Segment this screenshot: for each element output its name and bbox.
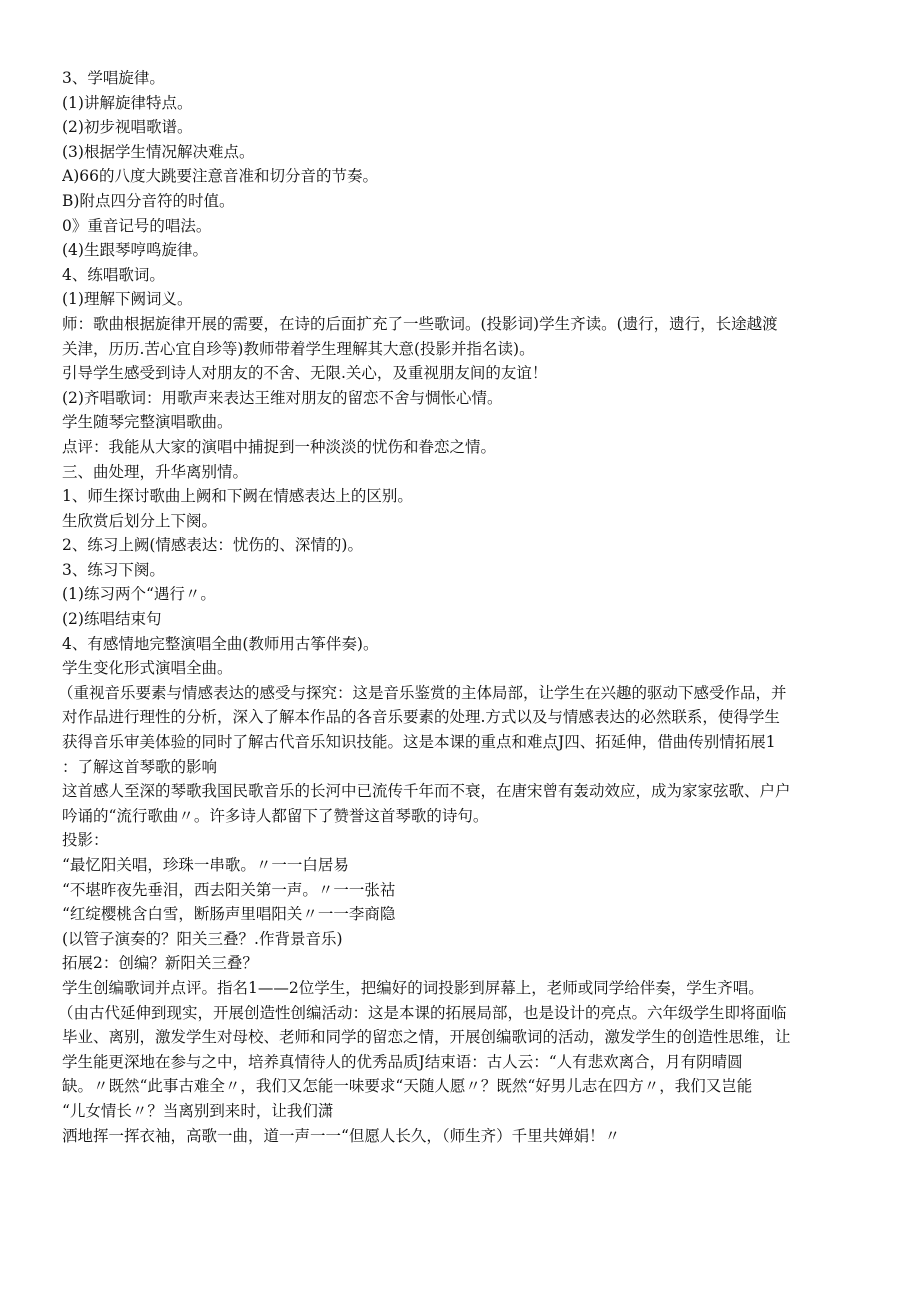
text-line: 毕业、离别，激发学生对母校、老师和同学的留恋之情，开展创编歌词的活动，激发学生的创造性思维，让 — [62, 1028, 791, 1047]
text-line: (以管子演奏的？阳关三叠？.作背景音乐) — [62, 929, 343, 948]
text-line: 吟诵的“流行歌曲〃。许多诗人都留下了赞誉这首琴歌的诗句。 — [62, 806, 489, 825]
text-line: 生欣赏后划分上下阕。 — [62, 511, 218, 530]
text-line: B)附点四分音符的时值。 — [62, 191, 235, 210]
text-line: (2)齐唱歌词：用歌声来表达王维对朋友的留恋不舍与惆怅心情。 — [62, 388, 503, 407]
text-line: “儿女情长〃？当离别到来时，让我们潇 — [62, 1101, 334, 1120]
text-line: （由古代延伸到现实，开展创造性创编活动：这是本课的拓展局部，也是设计的亮点。六年级学生即将面临 — [58, 1003, 787, 1022]
text-line: 投影： — [62, 831, 109, 850]
text-line: 缺。〃既然“此事古难全〃，我们又怎能一味要求“天随人愿〃？既然“好男儿志在四方〃，我们又岂能 — [62, 1077, 753, 1096]
text-line: 三、曲处理，升华离别情。 — [62, 462, 249, 481]
text-line: 4、有感情地完整演唱全曲(教师用古筝伴奏)。 — [62, 634, 379, 653]
text-line: “红绽樱桃含白雪，断肠声里唱阳关〃一一李商隐 — [62, 905, 396, 924]
text-line: 对作品进行理性的分析，深入了解本作品的各音乐要素的处理.方式以及与情感表达的必然联系，使得学生 — [62, 708, 780, 727]
text-line: ：了解这首琴歌的影响 — [62, 757, 218, 776]
text-line: 这首感人至深的琴歌我国民歌音乐的长河中已流传千年而不衰，在唐宋曾有轰动效应，成为家家弦歌、户户 — [62, 782, 791, 801]
text-line: (2)练唱结束句 — [62, 610, 162, 629]
text-line: 洒地挥一挥衣袖，高歌一曲，道一声一一“但愿人长久，（师生齐）千里共婵娟！〃 — [62, 1126, 621, 1145]
text-line: A)66的八度大跳要注意音准和切分音的节奏。 — [62, 167, 378, 186]
text-line: 关津，历历.苦心宜自珍等)教师带着学生理解其大意(投影并指名读)。 — [62, 339, 535, 358]
document-body — [58, 66, 870, 1148]
text-line: 师：歌曲根据旋律开展的需要，在诗的后面扩充了一些歌词。(投影词)学生齐读。(遗行，遗行，长途越渡 — [62, 314, 778, 333]
text-line: (4)生跟琴哼鸣旋律。 — [62, 241, 208, 260]
text-line: (3)根据学生情况解决难点。 — [62, 142, 255, 161]
text-line: 获得音乐审美体验的同时了解古代音乐知识技能。这是本课的重点和难点J四、拓延伸，借曲传别情拓展1 — [62, 733, 776, 752]
text-line: 3、练习下阕。 — [62, 560, 165, 579]
text-line: (1)练习两个“遇行〃。 — [62, 585, 216, 604]
text-line: “最忆阳关唱，珍珠一串歌。〃一一白居易 — [62, 856, 349, 874]
text-line: 0》重音记号的唱法。 — [62, 216, 212, 235]
text-line: 2、练习上阙(情感表达：忧伤的、深情的)。 — [62, 536, 363, 555]
text-line: 1、师生探讨歌曲上阙和下阙在情感表达上的区别。 — [62, 487, 413, 506]
text-line: （重视音乐要素与情感表达的感受与探究：这是音乐鉴赏的主体局部，让学生在兴趣的驱动下感受作品，并 — [58, 683, 787, 702]
text-line: 3、学唱旋律。 — [62, 69, 165, 87]
text-line: “不堪昨夜先垂泪，西去阳关第一声。〃一一张祜 — [62, 880, 396, 899]
text-line: 学生创编歌词并点评。指名1——2位学生，把编好的词投影到屏幕上，老师或同学给伴奏，学生齐唱。 — [62, 978, 764, 997]
text-line: 点评：我能从大家的演唱中捕捉到一种淡淡的忧伤和眷恋之情。 — [62, 437, 497, 456]
text-line: (1)讲解旋律特点。 — [62, 93, 193, 112]
text-line: (2)初步视唱歌谱。 — [62, 118, 193, 137]
text-line: 引导学生感受到诗人对朋友的不舍、无限.关心，及重视朋友间的友谊！ — [62, 364, 548, 383]
text-line: 学生随琴完整演唱歌曲。 — [62, 413, 233, 432]
text-line: 学生能更深地在参与之中，培养真情待人的优秀品质J结束语：古人云：“人有悲欢离合，月有阴晴圆 — [62, 1052, 743, 1071]
text-line: (1)理解下阙词义。 — [62, 290, 193, 309]
text-line: 学生变化形式演唱全曲。 — [62, 659, 233, 678]
text-line: 拓展2：创编？新阳关三叠？ — [62, 954, 258, 973]
text-line: 4、练唱歌词。 — [62, 265, 165, 284]
